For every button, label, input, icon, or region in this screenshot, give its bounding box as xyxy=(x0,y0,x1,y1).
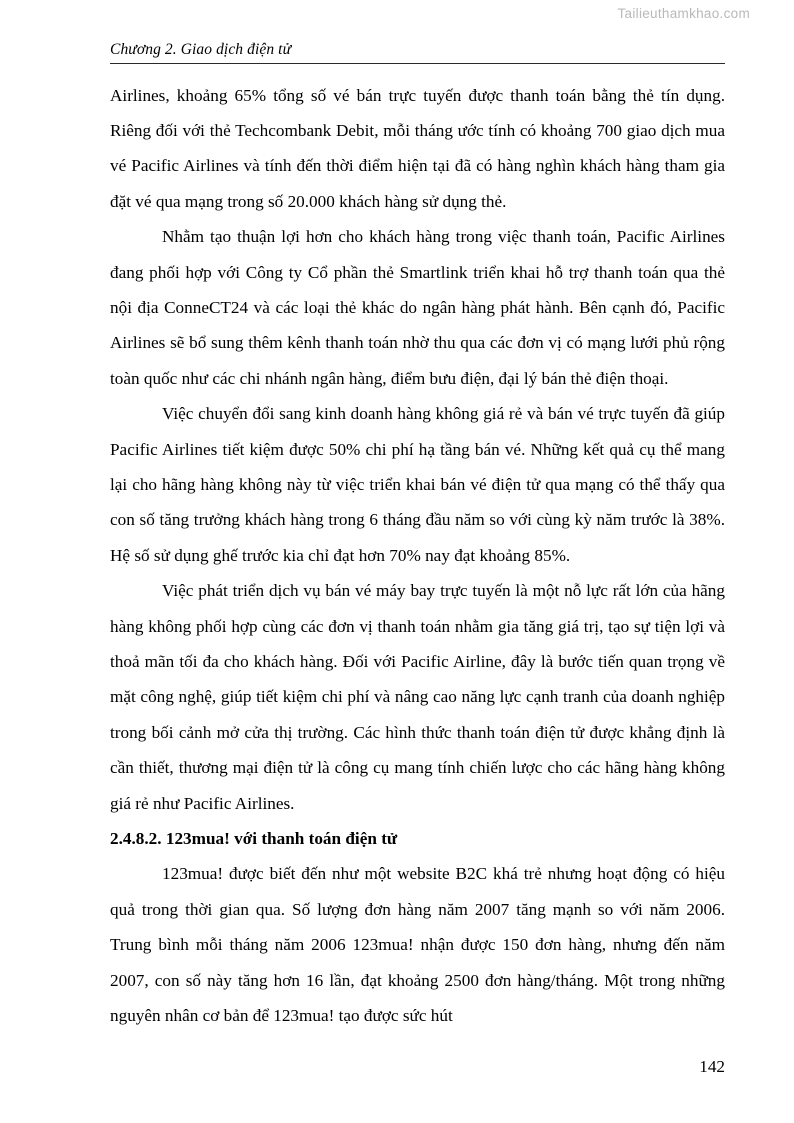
running-head: Chương 2. Giao dịch điện tử xyxy=(110,41,292,58)
header-rule xyxy=(110,63,725,64)
paragraph-airlines-payment: Airlines, khoảng 65% tổng số vé bán trực tuyến được thanh toán bằng thẻ tín dụng. Riêng đối với thẻ Techcombank Debit, mỗi tháng ước tính có khoảng 700 giao dịch mua vé Pacific Airlines và tính đến thời điểm hiện tại đã có hàng nghìn khách hàng tham gia đặt vé qua mạng trong số 20.000 khách hàng sử dụng thẻ. xyxy=(110,85,725,211)
body-text xyxy=(110,78,725,1034)
paragraph-123mua: 123mua! được biết đến như một website B2C khá trẻ nhưng hoạt động có hiệu quả trong thời gian qua. Số lượng đơn hàng năm 2007 tăng mạnh so với năm 2006. Trung bình mỗi tháng năm 2006 123mua! nhận được 150 đơn hàng, nhưng đến năm 2007, con số này tăng hơn 16 lần, đạt khoảng 2500 đơn hàng/tháng. Một trong những nguyên nhân cơ bản để 123mua! tạo được sức hút xyxy=(110,864,725,1026)
site-watermark: Tailieuthamkhao.com xyxy=(617,6,750,21)
page-content xyxy=(110,42,725,1033)
paragraph-low-cost-conversion: Việc chuyển đổi sang kinh doanh hàng không giá rẻ và bán vé trực tuyến đã giúp Pacific Airlines tiết kiệm được 50% chi phí hạ tầng bán vé. Những kết quả cụ thể mang lại cho hãng hàng không này từ việc triển khai bán vé điện tử qua mạng có thể thấy qua con số tăng trưởng khách hàng trong 6 tháng đầu năm so với cùng kỳ năm trước là 38%. Hệ số sử dụng ghế trước kia chỉ đạt hơn 70% nay đạt khoảng 85%. xyxy=(110,404,725,565)
section-heading-123mua: 2.4.8.2. 123mua! với thanh toán điện tử xyxy=(110,829,398,849)
paragraph-smartlink: Nhằm tạo thuận lợi hơn cho khách hàng trong việc thanh toán, Pacific Airlines đang phối hợp với Công ty Cổ phần thẻ Smartlink triển khai hỗ trợ thanh toán qua thẻ nội địa ConneCT24 và các loại thẻ khác do ngân hàng phát hành. Bên cạnh đó, Pacific Airlines sẽ bổ sung thêm kênh thanh toán nhờ thu qua các đơn vị có mạng lưới phủ rộng toàn quốc như các chi nhánh ngân hàng, điểm bưu điện, đại lý bán thẻ điện thoại. xyxy=(110,227,725,388)
paragraph-online-ticket-development: Việc phát triển dịch vụ bán vé máy bay trực tuyến là một nỗ lực rất lớn của hãng hàng không phối hợp cùng các đơn vị thanh toán nhằm gia tăng giá trị, tạo sự tiện lợi và thoả mãn tối đa cho khách hàng. Đối với Pacific Airline, đây là bước tiến quan trọng về mặt công nghệ, giúp tiết kiệm chi phí và nâng cao năng lực cạnh tranh của doanh nghiệp trong bối cảnh mở cửa thị trường. Các hình thức thanh toán điện tử được khẳng định là cần thiết, thương mại điện tử là công cụ mang tính chiến lược cho các hãng hàng không giá rẻ như Pacific Airlines. xyxy=(110,581,725,813)
page-number: 142 xyxy=(699,1057,725,1076)
